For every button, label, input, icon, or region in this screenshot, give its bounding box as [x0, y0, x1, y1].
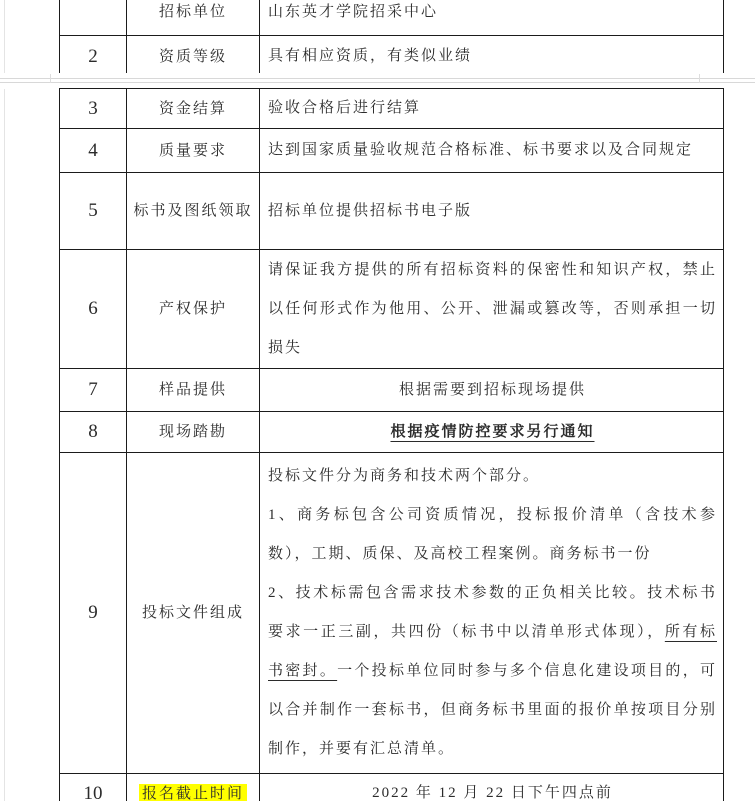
- content-segment: 根据需要到招标现场提供: [398, 381, 586, 398]
- content-paragraph: [268, 371, 717, 410]
- content-segment: 山东英才学院招采中心: [268, 3, 439, 20]
- page-left-edge: [4, 0, 5, 801]
- row-number-cell: [60, 0, 127, 36]
- table-row: [60, 412, 724, 453]
- page2-top-edge: [0, 82, 755, 83]
- row-label-cell: [127, 173, 260, 250]
- content-segment: 请保证我方提供的所有招标资料的保密性和知识产权，禁止以任何形式作为他用、公开、泄漏或篡改等，否则承担一切损失: [268, 261, 717, 356]
- content-segment: 验收合格后进行结算: [268, 100, 422, 116]
- row-label-text: 现场踏勘: [158, 424, 227, 440]
- content-segment: 招标单位提供招标书电子版: [268, 202, 473, 219]
- row-label-text: 标书及图纸领取: [133, 203, 253, 219]
- row-content-cell: [260, 369, 724, 412]
- row-label-cell: [127, 250, 260, 369]
- row-number-cell: 8: [60, 412, 127, 453]
- content-segment: 2022 年 12 月 22 日下午四点前: [372, 785, 613, 801]
- content-paragraph: [268, 413, 717, 452]
- row-number-cell: 7: [60, 369, 127, 412]
- row-content-cell: [260, 129, 724, 173]
- row-number-cell: 4: [60, 129, 127, 173]
- row-content-cell: [260, 250, 724, 369]
- row-content-cell: [260, 89, 724, 129]
- page-break-gap: [0, 73, 755, 89]
- table-row: [60, 89, 724, 129]
- row-content-cell: [260, 412, 724, 453]
- row-label-cell: [127, 369, 260, 412]
- row-number-cell: 2: [60, 36, 127, 78]
- table-row: [60, 129, 724, 173]
- content-paragraph: [268, 89, 717, 128]
- row-label-text: 样品提供: [158, 382, 227, 398]
- row-content-cell: [260, 173, 724, 250]
- content-segment: 投标文件分为商务和技术两个部分。: [268, 468, 541, 484]
- table-row: [60, 453, 724, 774]
- content-paragraph: [268, 251, 717, 368]
- table-body-page2: [60, 89, 724, 801]
- row-content-cell: [260, 36, 724, 78]
- content-paragraph: [268, 192, 717, 231]
- content-paragraph: [268, 496, 717, 574]
- content-paragraph: [268, 774, 717, 801]
- row-number-cell: 10: [60, 774, 127, 801]
- content-segment: 达到国家质量验收规范合格标准、标书要求以及合同规定: [268, 142, 694, 158]
- row-label-cell: [127, 129, 260, 173]
- row-label-text: 质量要求: [158, 142, 227, 159]
- content-segment: 具有相应资质，有类似业绩: [268, 48, 473, 64]
- content-paragraph: [268, 131, 717, 170]
- row-label-cell: [127, 89, 260, 129]
- content-paragraph: [268, 574, 717, 769]
- row-number-cell: 3: [60, 89, 127, 129]
- row-number-cell: 5: [60, 173, 127, 250]
- row-label-cell: [127, 36, 260, 78]
- page-corner-notch-right: [699, 74, 700, 83]
- row-label-text: 招标单位: [158, 4, 227, 20]
- tender-table-page2: [59, 88, 724, 801]
- table-row: [60, 36, 724, 78]
- row-number-cell: 6: [60, 250, 127, 369]
- content-segment: 一个投标单位同时参与多个信息化建设项目的，可以合并制作一套标书，但商务标书里面的报价单按项目分别制作，并要有汇总清单。: [268, 663, 717, 757]
- content-paragraph: [268, 0, 717, 32]
- content-paragraph: [268, 457, 717, 496]
- row-label-text: 报名截止时间: [139, 784, 247, 801]
- row-label-text: 产权保护: [158, 301, 227, 317]
- table-row: [60, 774, 724, 801]
- table-row: [60, 173, 724, 250]
- tender-table-page1: [59, 0, 724, 78]
- content-segment: 2、技术标需包含需求技术参数的正负相关比较。技术标书要求一正三副，共四份（标书中以清单形式体现），: [268, 585, 717, 640]
- row-label-cell: [127, 412, 260, 453]
- table-body-page1: [60, 0, 724, 78]
- row-label-cell: [127, 0, 260, 36]
- row-label-text: 资质等级: [158, 48, 227, 65]
- row-label-cell: [127, 774, 260, 801]
- row-label-text: 资金结算: [158, 100, 227, 117]
- table-row: [60, 369, 724, 412]
- content-segment: 所有标书密封。: [268, 624, 717, 679]
- content-paragraph: [268, 37, 717, 76]
- content-segment: 1、商务标包含公司资质情况，投标报价清单（含技术参数），工期、质保、及高校工程案例。商务标书一份: [268, 507, 717, 562]
- content-segment: 根据疫情防控要求另行通知: [390, 423, 595, 440]
- table-row: [60, 0, 724, 36]
- row-content-cell: [260, 774, 724, 801]
- page-corner-notch-left: [50, 74, 51, 83]
- row-content-cell: [260, 453, 724, 774]
- table-row: [60, 250, 724, 369]
- row-number-cell: 9: [60, 453, 127, 774]
- page1-bottom-edge: [0, 78, 755, 79]
- row-content-cell: [260, 0, 724, 36]
- row-label-text: 投标文件组成: [141, 605, 244, 621]
- row-label-cell: [127, 453, 260, 774]
